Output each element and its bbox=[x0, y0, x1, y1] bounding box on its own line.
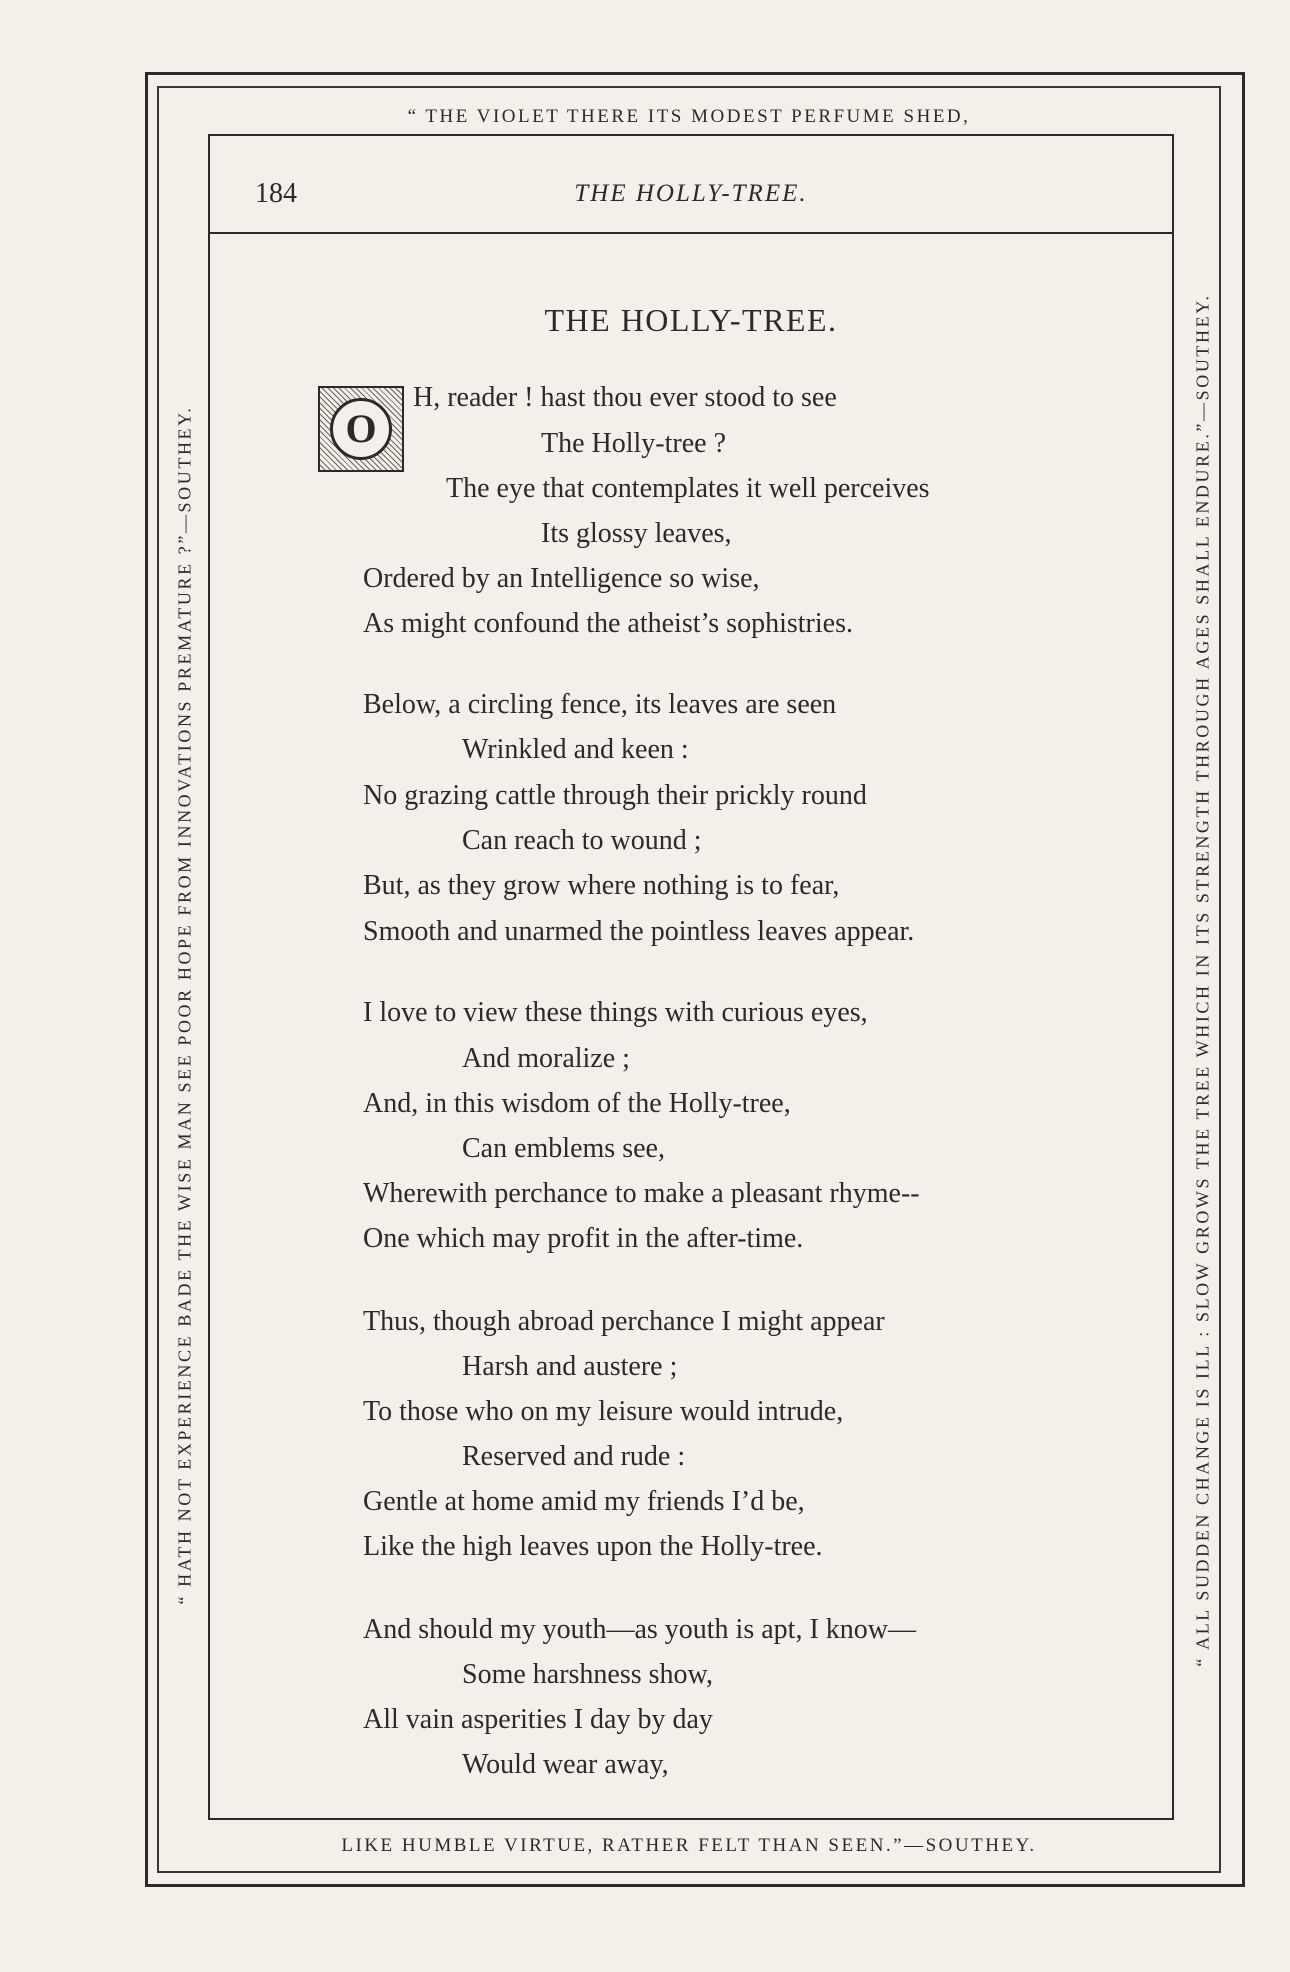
poem-line: And moralize ; bbox=[462, 1043, 630, 1074]
poem-title: THE HOLLY-TREE. bbox=[544, 302, 838, 338]
top-border-motto: “ THE VIOLET THERE ITS MODEST PERFUME SHED, bbox=[407, 106, 971, 127]
poem-line: All vain asperities I day by day bbox=[363, 1704, 713, 1735]
poem-line: As might confound the atheist’s sophistries. bbox=[363, 608, 853, 639]
running-head: THE HOLLY-TREE. bbox=[574, 180, 808, 207]
poem-line: The eye that contemplates it well perceives bbox=[446, 473, 930, 504]
poem-line: Smooth and unarmed the pointless leaves appear. bbox=[363, 916, 915, 947]
poem-line: I love to view these things with curious eyes, bbox=[363, 997, 868, 1028]
right-border-motto: “ ALL SUDDEN CHANGE IS ILL : SLOW GROWS THE TREE WHICH IN ITS STRENGTH THROUGH AGES SHALL ENDURE.”—SOUTHEY. bbox=[1192, 293, 1213, 1667]
poem-line: Below, a circling fence, its leaves are seen bbox=[363, 689, 837, 720]
header-rule bbox=[208, 232, 1174, 234]
left-border-motto: “ HATH NOT EXPERIENCE BADE THE WISE MAN SEE POOR HOPE FROM INNOVATIONS PREMATURE ?”—SOUTHEY. bbox=[174, 405, 195, 1605]
poem-line: Wrinkled and keen : bbox=[462, 734, 689, 765]
poem-line: Wherewith perchance to make a pleasant rhyme-- bbox=[363, 1178, 920, 1209]
poem-line: Some harshness show, bbox=[462, 1659, 713, 1690]
poem-line: Would wear away, bbox=[462, 1749, 669, 1780]
poem-line: Thus, though abroad perchance I might appear bbox=[363, 1306, 885, 1337]
poem-line: Gentle at home amid my friends I’d be, bbox=[363, 1486, 805, 1517]
poem-line: Can emblems see, bbox=[462, 1133, 665, 1164]
drop-cap-letter: O bbox=[330, 398, 392, 460]
poem-line: One which may profit in the after-time. bbox=[363, 1223, 804, 1254]
poem-line: Its glossy leaves, bbox=[541, 518, 732, 549]
bottom-border-motto: LIKE HUMBLE VIRTUE, RATHER FELT THAN SEEN.”—SOUTHEY. bbox=[341, 1835, 1037, 1856]
poem-line: Can reach to wound ; bbox=[462, 825, 702, 856]
poem-line: Like the high leaves upon the Holly-tree. bbox=[363, 1531, 823, 1562]
poem-line: No grazing cattle through their prickly round bbox=[363, 780, 867, 811]
page-number: 184 bbox=[255, 178, 297, 209]
poem-line: Harsh and austere ; bbox=[462, 1351, 678, 1382]
poem-line: But, as they grow where nothing is to fear, bbox=[363, 870, 840, 901]
poem-line: The Holly-tree ? bbox=[541, 428, 727, 459]
poem-line: H, reader ! hast thou ever stood to see bbox=[413, 382, 837, 413]
poem-line: Ordered by an Intelligence so wise, bbox=[363, 563, 760, 594]
poem-line: Reserved and rude : bbox=[462, 1441, 686, 1472]
ornamental-drop-cap bbox=[318, 386, 404, 472]
poem-line: To those who on my leisure would intrude, bbox=[363, 1396, 844, 1427]
poem-line: And, in this wisdom of the Holly-tree, bbox=[363, 1088, 791, 1119]
poem-line: And should my youth—as youth is apt, I know— bbox=[363, 1614, 916, 1645]
